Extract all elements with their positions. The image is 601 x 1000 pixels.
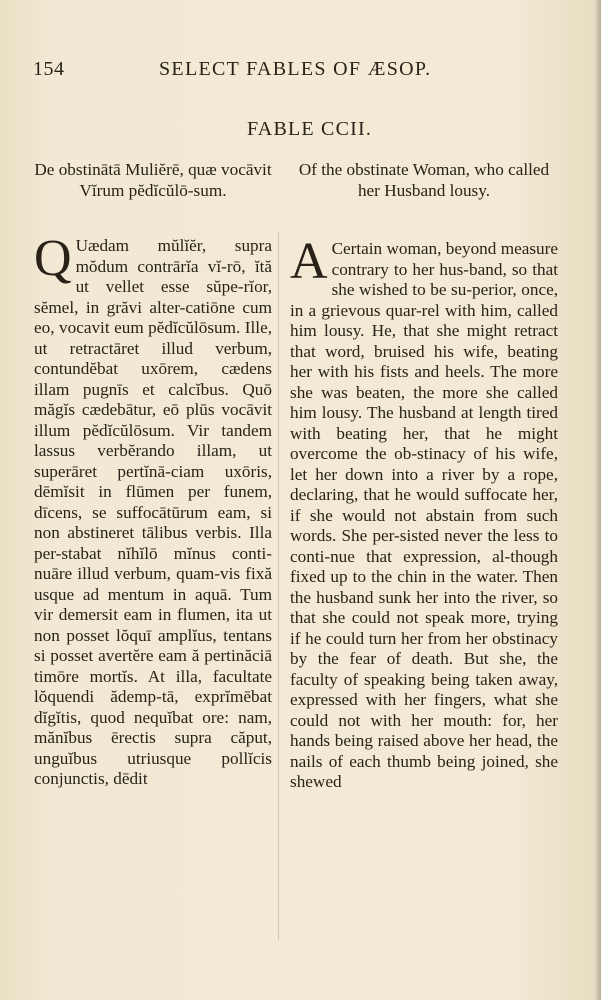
latin-drop-cap: Q — [34, 230, 72, 287]
page-number: 154 — [33, 58, 65, 80]
latin-subtitle-text: De obstinātā Muliĕrē, quæ vocāvit Vĭrum pĕdĭcŭlō-sum. — [34, 160, 272, 200]
fable-title: FABLE CCII. — [246, 118, 373, 140]
english-subtitle — [290, 160, 558, 201]
column-divider — [278, 232, 279, 940]
latin-column — [34, 230, 272, 790]
english-subtitle-text: Of the obstinate Woman, who called her Husband lousy. — [298, 160, 550, 200]
page-edge — [593, 0, 601, 1000]
english-drop-cap: A — [290, 233, 328, 290]
latin-body-text: Uædam mŭlĭĕr, supra mŏdum contrārĭa vĭ-rō, ĭtă ut vellet esse sŭpe-rĭor, sĕmel, in grăvi alter-catiōne cum eo, vocavit eum pĕdĭcŭlōsum. Ille, ut retractāret illud verbum, contundĕbat uxōrem, cædens illam pugnīs et calcĭbus. Quō măgĭs cædebātur, eō plūs vocāvit illum pĕdĭcŭlōsum. Vir tandem lassus verbĕrando illam, ut superāret pertĭnā-ciam uxōris, dēmĭsit in flūmen per funem, dīcens, se suffocātūrum eam, si non abstineret tālibus verbis. Illa per-stabat nĭhĭlō mĭnus conti-nuāre illud verbum, quam-vis fixă usque ad mentum in aquā. Tum vir demersit eam in flumen, ita ut non posset lŏquī amplĭus, tentans si posset avertĕre eam ă pertinăciā timōre mortĭs. At illa, facultate lŏquendi ădemp-tā, exprĭmēbat dĭgĭtis, quod nequĭbat ore: nam, mănĭbus ērectis supra căput, unguĭbus utriusque pollĭcis conjunctis, dēdit — [34, 236, 272, 788]
page-header — [33, 58, 463, 84]
english-column — [290, 233, 558, 793]
english-body-text: Certain woman, beyond measure contrary to her hus-band, so that she wished to be su-perior, once, in a grievous quar-rel with him, called him lousy. He, that she might retract that word, bruised his wife, beating her with his fists and heels. The more she was beaten, the more she called him lousy. The husband at length tired with beating her, that he might overcome the ob-stinacy of his wife, let her down into a river by a rope, declaring, that he would suffocate her, if she would not abstain from such words. She per-sisted never the less to conti-nue that expression, al-though fixed up to the chin in the water. Then the husband sunk her into the river, so that she could not speak more, trying if he could turn her from her obstinacy by the fear of death. But she, the faculty of speaking being taken away, expressed with her fingers, what she could not with her mouth: for, her hands being raised above her head, the nails of each thumb being joined, she shewed — [290, 239, 558, 791]
running-title: SELECT FABLES OF ÆSOP. — [159, 58, 432, 80]
latin-subtitle — [34, 160, 272, 201]
